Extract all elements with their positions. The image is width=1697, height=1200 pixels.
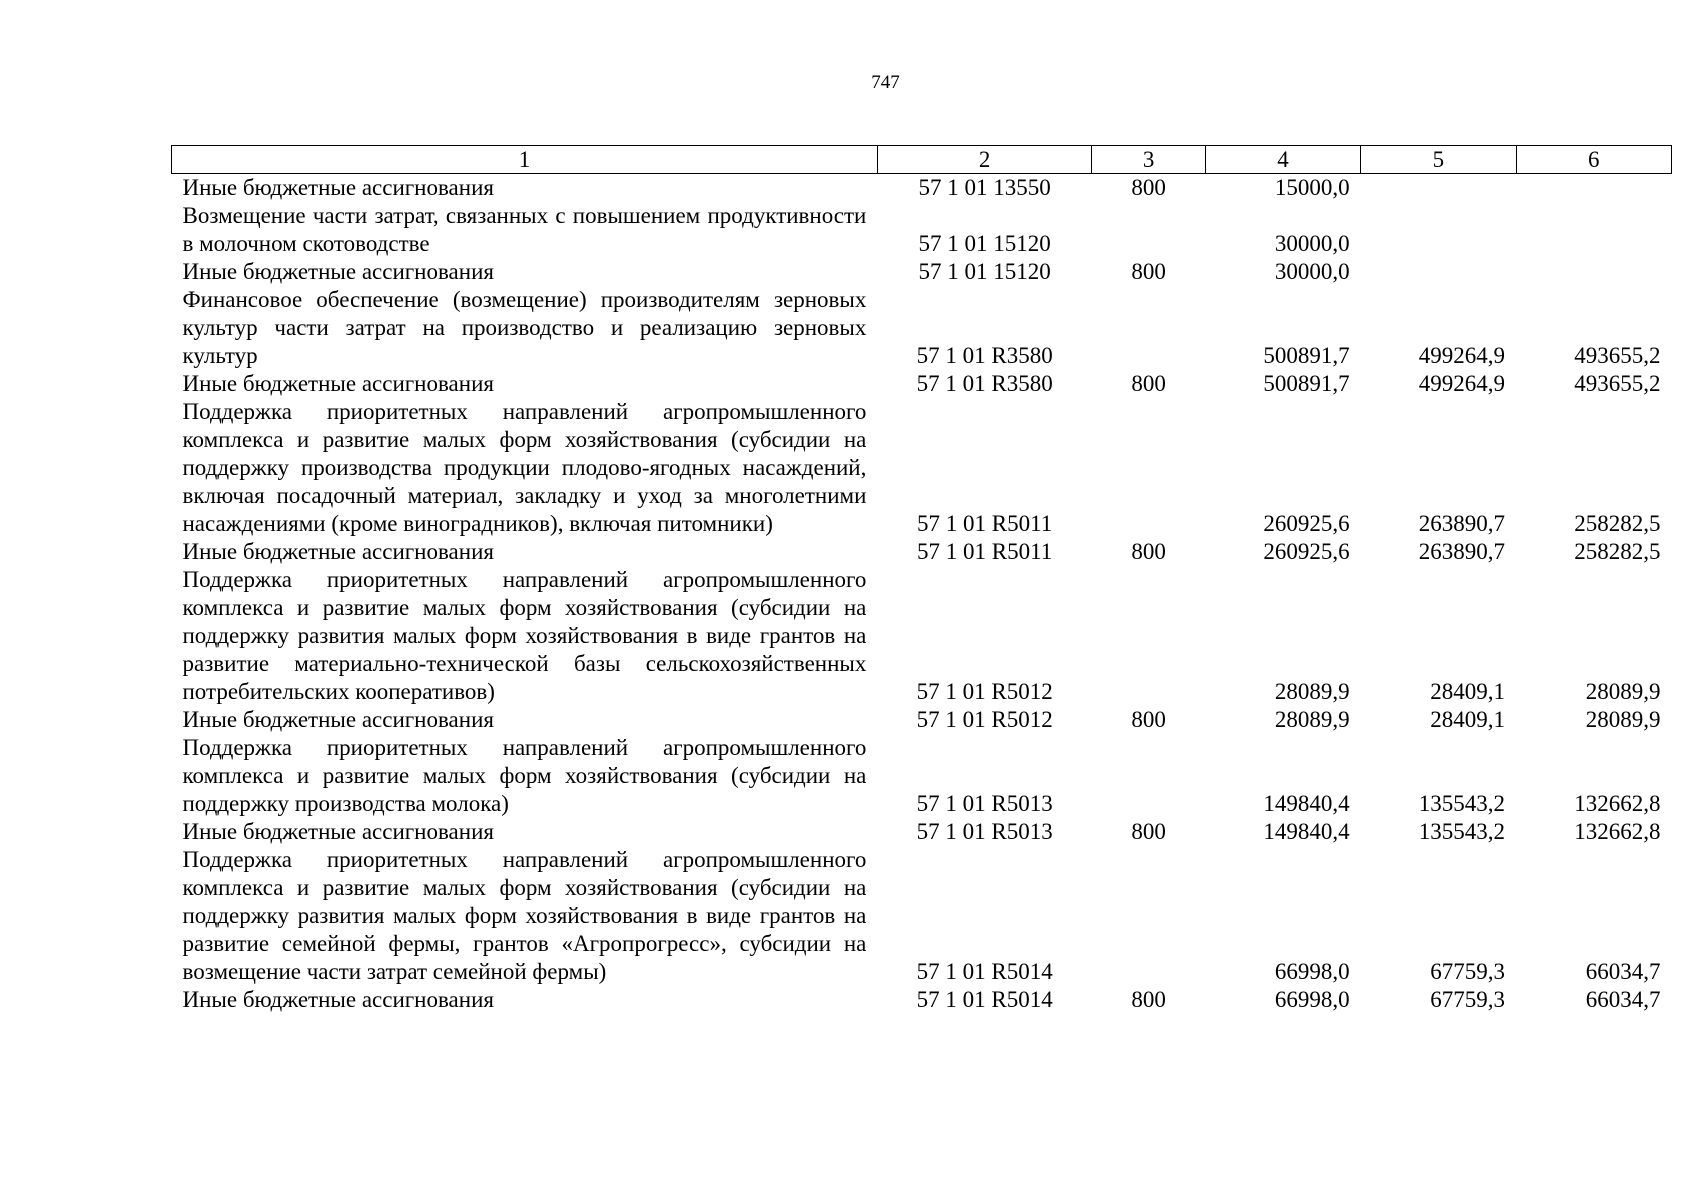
row-code: 57 1 01 R5014 [916,987,1053,1012]
row-name: Поддержка приоритетных направлений агропромышленного комплекса и развитие малых форм хозяйствования (субсидии на поддержку развития малых форм хозяйствования в виде грантов на развитие семейной фермы, грантов «Агропрогресс», субсидии на возмещение части затрат семейной фермы) [182,847,867,984]
row-amount-col4: 149840,4 [1263,791,1350,816]
row-amount-col4: 30000,0 [1274,231,1350,256]
row-code: 57 1 01 R3580 [916,343,1053,368]
col-header-1: 1 [172,146,878,174]
row-name: Поддержка приоритетных направлений агропромышленного комплекса и развитие малых форм хозяйствования (субсидии на поддержку производства продукции плодово-ягодных насаждений, включая посадочный материал, закладку и уход за многолетними насаждениями (кроме виноградников), включая питомники) [182,399,867,536]
row-amount-col6: 493655,2 [1574,343,1661,368]
table-row [172,818,1672,846]
row-code: 57 1 01 R5011 [917,511,1053,536]
row-code: 57 1 01 R5012 [916,707,1053,732]
row-amount-col4: 15000,0 [1274,175,1350,200]
row-amount-col6: 66034,7 [1585,987,1661,1012]
row-amount-col5: 499264,9 [1418,343,1506,368]
row-amount-col4: 500891,7 [1263,371,1350,396]
row-name: Иные бюджетные ассигнования [182,987,494,1012]
row-amount-col5: 28409,1 [1430,679,1506,704]
row-code: 57 1 01 R5011 [917,539,1053,564]
row-amount-col4: 66998,0 [1274,987,1350,1012]
row-name: Иные бюджетные ассигнования [182,371,494,396]
row-amount-col6: 493655,2 [1574,371,1661,396]
table-row [172,566,1672,706]
row-amount-col5: 263890,7 [1418,511,1506,536]
row-amount-col5: 67759,3 [1430,987,1506,1012]
table-row [172,846,1672,986]
row-name: Иные бюджетные ассигнования [182,819,494,844]
row-amount-col6: 258282,5 [1574,539,1661,564]
table-row [172,538,1672,566]
row-amount-col6: 66034,7 [1585,959,1661,984]
table-row [172,706,1672,734]
row-code: 57 1 01 13550 [918,175,1051,200]
row-amount-col6: 132662,8 [1574,819,1661,844]
row-code: 57 1 01 R3580 [916,371,1053,396]
row-amount-col4: 30000,0 [1274,259,1350,284]
row-code: 57 1 01 R5013 [916,819,1053,844]
row-amount-col4: 149840,4 [1263,819,1350,844]
table-row [172,202,1672,258]
row-amount-col5: 28409,1 [1430,707,1506,732]
table-row [172,734,1672,818]
col-header-3: 3 [1092,146,1205,174]
table-row [172,286,1672,370]
row-amount-col6 [1516,174,1671,203]
row-expense-type: 800 [1131,175,1166,200]
row-name: Возмещение части затрат, связанных с повышением продуктивности в молочном скотоводстве [182,203,867,256]
row-name: Иные бюджетные ассигнования [182,707,494,732]
table-row [172,398,1672,538]
row-amount-col5: 67759,3 [1430,959,1506,984]
row-amount-col6: 28089,9 [1585,707,1661,732]
col-header-6: 6 [1516,146,1671,174]
row-expense-type [1092,398,1205,538]
table-row [172,258,1672,286]
row-expense-type [1092,566,1205,706]
row-amount-col6: 28089,9 [1585,679,1661,704]
row-amount-col5: 135543,2 [1418,791,1506,816]
table-row [172,370,1672,398]
row-expense-type [1092,734,1205,818]
row-name: Иные бюджетные ассигнования [182,539,494,564]
row-amount-col4: 66998,0 [1274,959,1350,984]
row-amount-col6 [1516,202,1671,258]
table-row [172,986,1672,1014]
row-expense-type: 800 [1131,539,1166,564]
row-expense-type: 800 [1131,707,1166,732]
row-amount-col4: 28089,9 [1274,679,1350,704]
row-amount-col4: 260925,6 [1263,539,1350,564]
row-name: Иные бюджетные ассигнования [182,175,494,200]
row-expense-type [1092,202,1205,258]
row-name: Поддержка приоритетных направлений агропромышленного комплекса и развитие малых форм хозяйствования (субсидии на поддержку развития малых форм хозяйствования в виде грантов на развитие материально-технической базы сельскохозяйственных потребительских кооперативов) [182,567,867,704]
table-row [172,174,1672,203]
row-code: 57 1 01 R5012 [916,679,1053,704]
row-expense-type [1092,286,1205,370]
row-name: Поддержка приоритетных направлений агропромышленного комплекса и развитие малых форм хозяйствования (субсидии на поддержку производства молока) [182,735,867,816]
col-header-4: 4 [1205,146,1360,174]
row-amount-col4: 28089,9 [1274,707,1350,732]
col-header-2: 2 [877,146,1092,174]
row-name: Финансовое обеспечение (возмещение) производителям зерновых культур части затрат на производство и реализацию зерновых культур [182,287,867,368]
page-number: 747 [871,72,900,93]
row-expense-type: 800 [1131,987,1166,1012]
row-code: 57 1 01 15120 [918,231,1051,256]
table-body [172,174,1672,1015]
row-expense-type: 800 [1131,259,1166,284]
row-amount-col6: 132662,8 [1574,791,1661,816]
row-name: Иные бюджетные ассигнования [182,259,494,284]
row-expense-type: 800 [1131,819,1166,844]
row-amount-col5: 263890,7 [1418,539,1506,564]
row-amount-col4: 500891,7 [1263,343,1350,368]
row-amount-col5: 499264,9 [1418,371,1506,396]
row-expense-type: 800 [1131,371,1166,396]
row-code: 57 1 01 15120 [918,259,1051,284]
row-amount-col6: 258282,5 [1574,511,1661,536]
row-amount-col5 [1361,202,1516,258]
row-amount-col5 [1361,258,1516,286]
row-amount-col5 [1361,174,1516,203]
row-amount-col4: 260925,6 [1263,511,1350,536]
row-amount-col5: 135543,2 [1418,819,1506,844]
row-amount-col6 [1516,258,1671,286]
header-row [172,146,1672,174]
row-code: 57 1 01 R5013 [916,791,1053,816]
col-header-5: 5 [1361,146,1516,174]
row-expense-type [1092,846,1205,986]
row-code: 57 1 01 R5014 [916,959,1053,984]
budget-table [171,145,1672,1014]
